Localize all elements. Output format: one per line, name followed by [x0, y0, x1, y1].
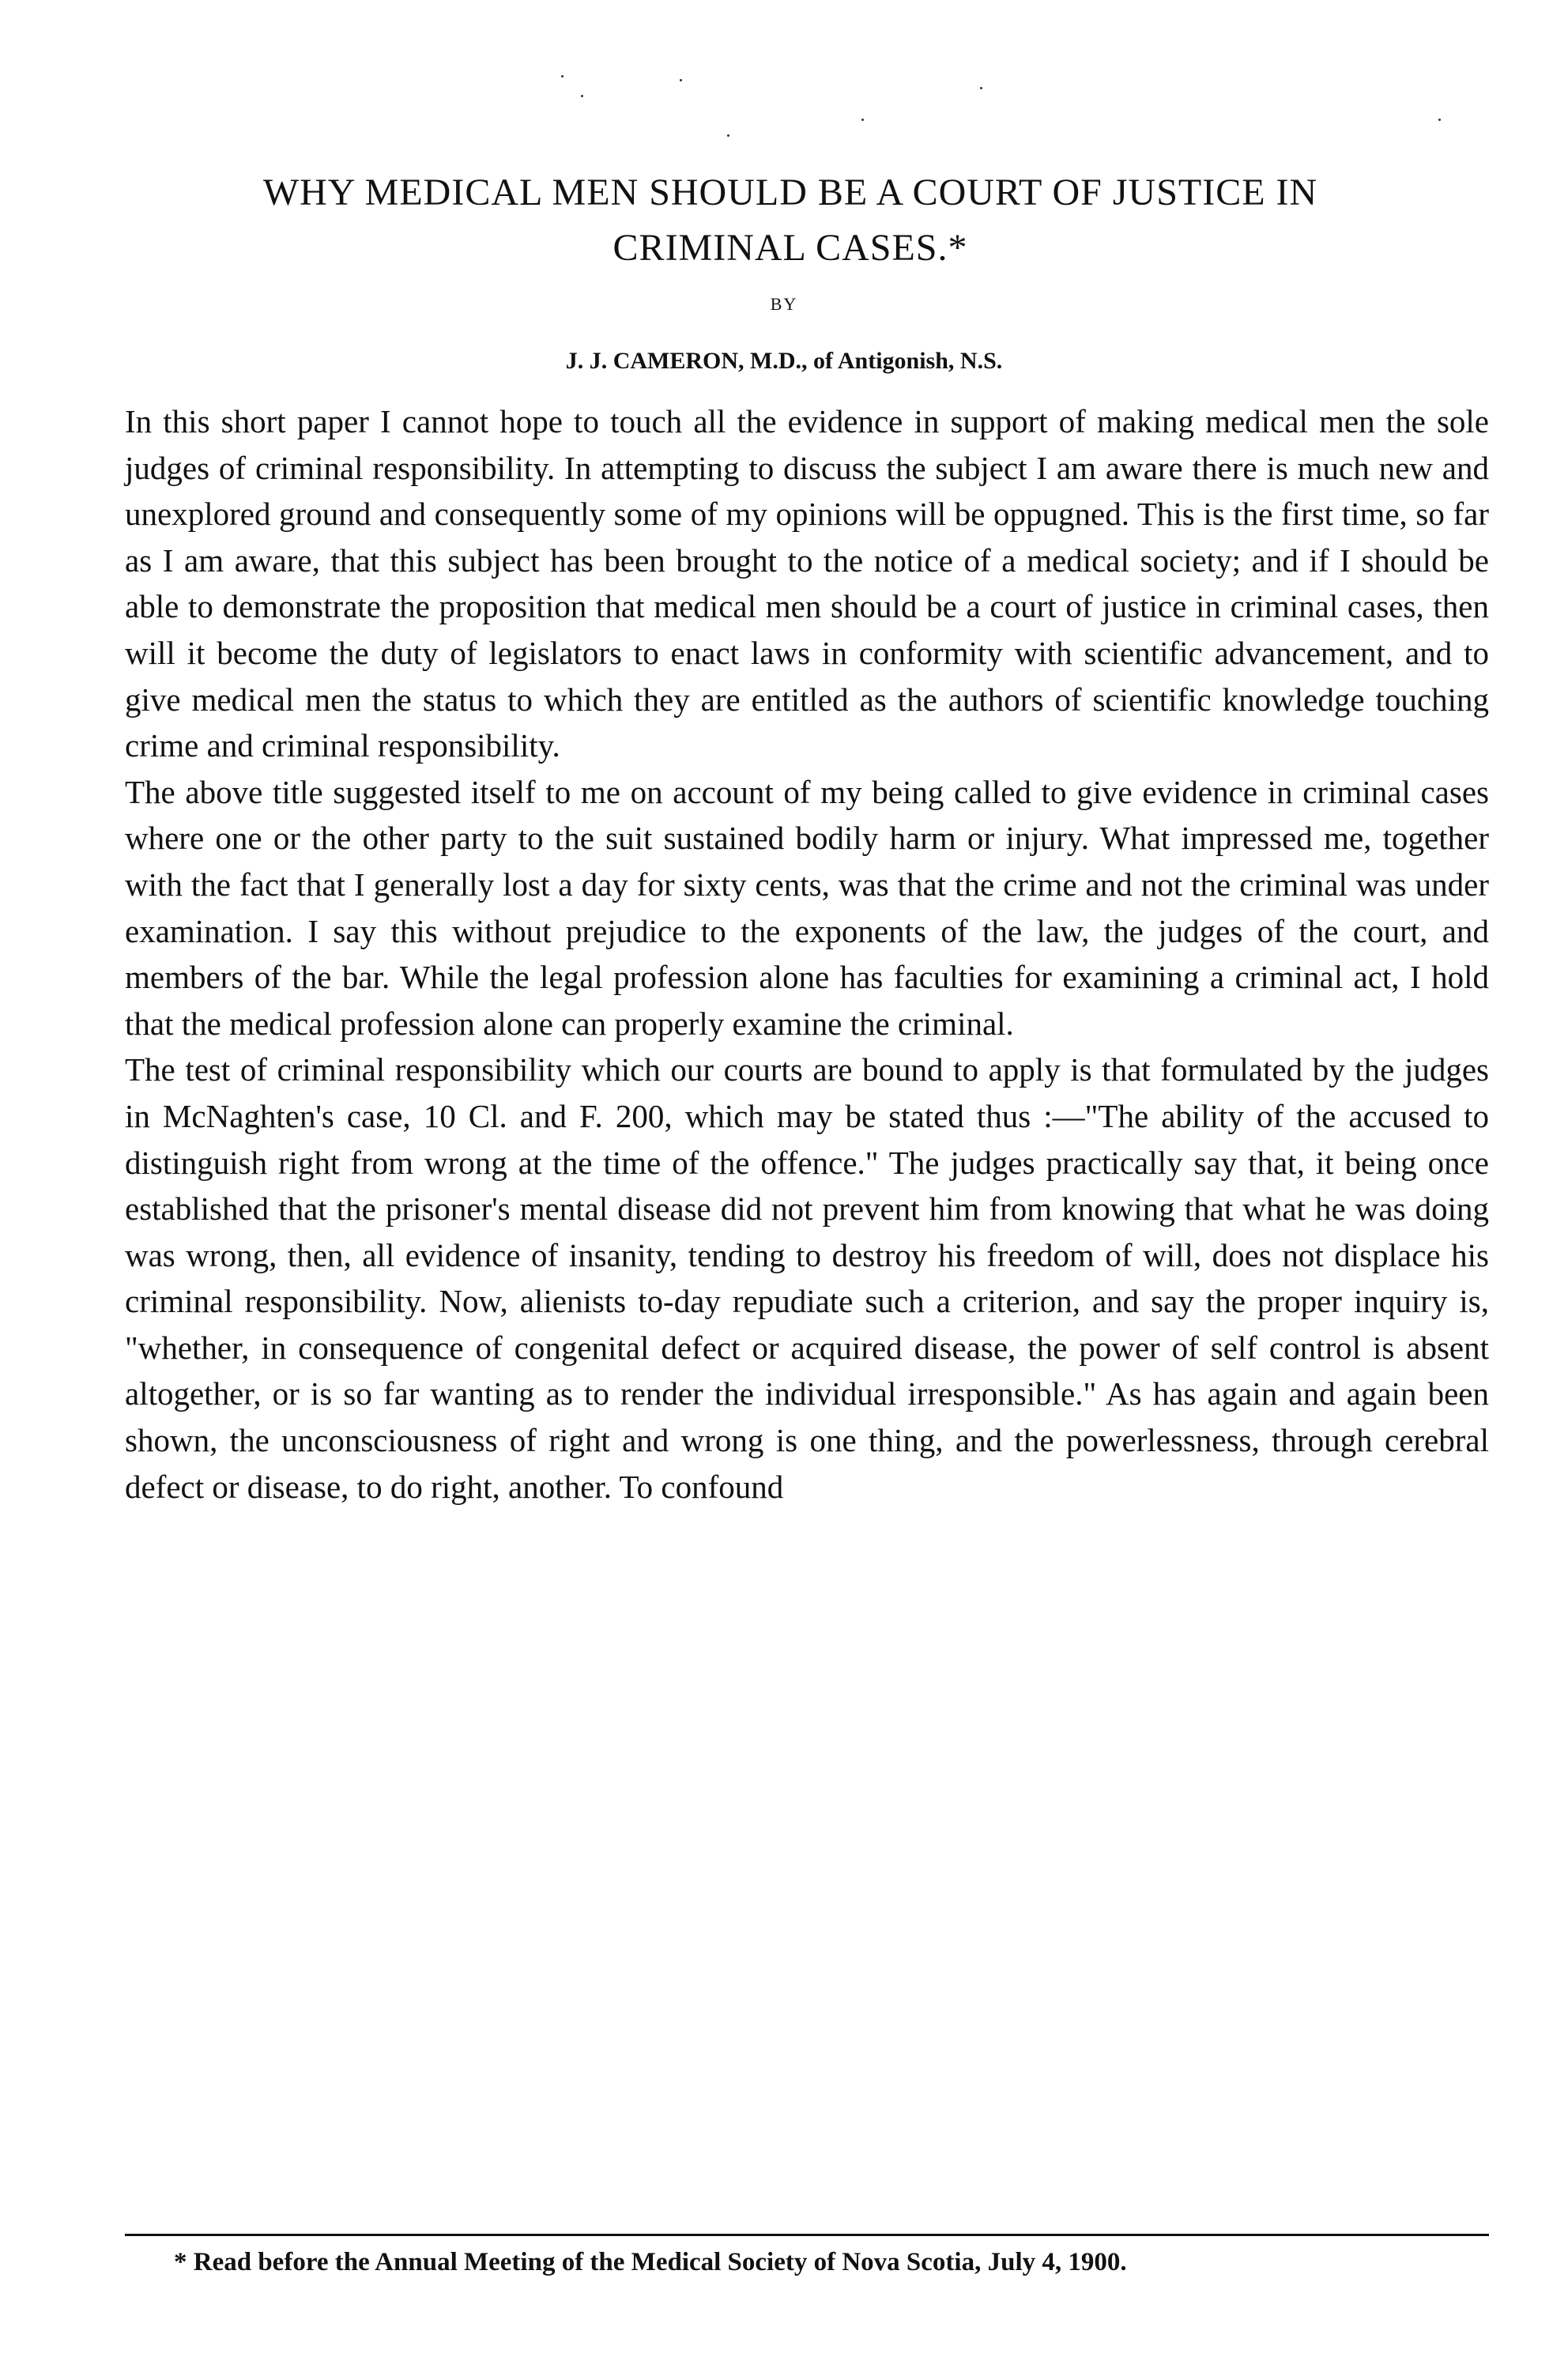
scan-speck	[561, 75, 564, 77]
footnote-divider	[125, 2234, 1489, 2236]
scan-speck	[1438, 119, 1441, 121]
paragraph-3: The test of criminal responsibility which our courts are bound to apply is that formulated by the judges in McNaghten's case, 10 Cl. and F. 200, which may be stated thus :—"The ability of the accused to distinguish right from wrong at the time of the offence." The judges practically say that, it being once established that the prisoner's mental disease did not prevent him from knowing that what he was doing was wrong, then, all evidence of insanity, tending to destroy his freedom of will, does not displace his criminal responsibility. Now, alienists to-day repudiate such a criterion, and say the proper inquiry is, "whether, in consequence of congenital defect or acquired disease, the power of self control is absent altogether, or is so far wanting as to render the individual irresponsible." As has again and again been shown, the unconsciousness of right and wrong is one thing, and the powerlessness, through cerebral defect or disease, to do right, another. To confound	[125, 1051, 1489, 1505]
author-line: J. J. CAMERON, M.D., of Antigonish, N.S.	[565, 348, 1003, 374]
scan-speck	[861, 119, 864, 121]
article-title-line-1: WHY MEDICAL MEN SHOULD BE A COURT OF JUSTICE IN	[262, 172, 1318, 213]
byline-label: BY	[770, 294, 798, 314]
footnote: * Read before the Annual Meeting of the Medical Society of Nova Scotia, July 4, 1900.	[174, 2248, 1127, 2276]
scan-speck	[727, 134, 729, 137]
scan-speck	[581, 95, 583, 97]
article-body	[125, 398, 1489, 1510]
paragraph-1: In this short paper I cannot hope to touch all the evidence in support of making medical men the sole judges of criminal responsibility. In attempting to discuss the subject I am aware there is much new and unexplored ground and consequently some of my opinions will be oppugned. This is the first time, so far as I am aware, that this subject has been brought to the notice of a medical society; and if I should be able to demonstrate the proposition that medical men should be a court of justice in criminal cases, then will it become the duty of legislators to enact laws in conformity with scientific advancement, and to give medical men the status to which they are entitled as the authors of scientific knowledge touching crime and criminal responsibility.	[125, 403, 1489, 764]
article-title-line-2: CRIMINAL CASES.*	[612, 227, 968, 269]
paragraph-2: The above title suggested itself to me on account of my being called to give evidence in criminal cases where one or the other party to the suit sustained bodily harm or injury. What impressed me, together with the fact that I generally lost a day for sixty cents, was that the crime and not the criminal was under examination. I say this without prejudice to the exponents of the law, the judges of the court, and members of the bar. While the legal profession alone has faculties for examining a criminal act, I hold that the medical profession alone can properly examine the criminal.	[125, 773, 1489, 1042]
scan-speck	[680, 79, 682, 81]
scan-speck	[980, 87, 982, 89]
